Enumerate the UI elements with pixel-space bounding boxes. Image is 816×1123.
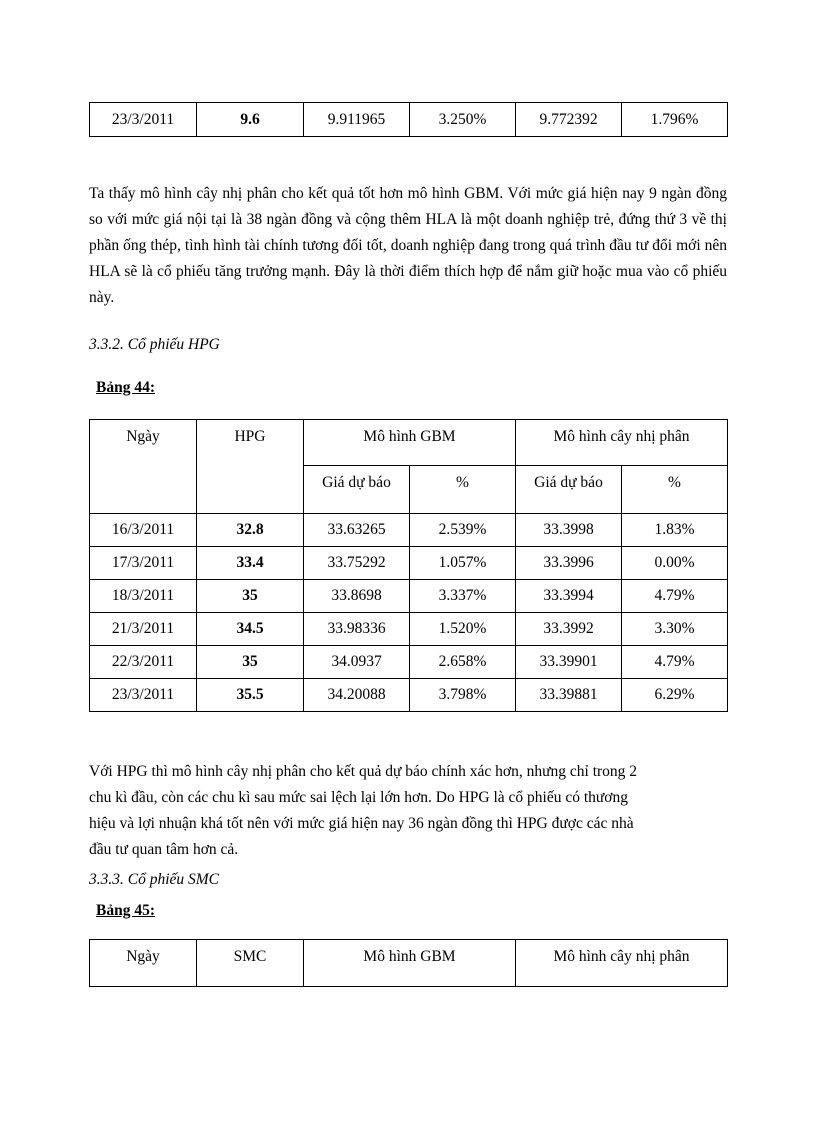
cell-gbm-forecast: 34.20088 (304, 679, 410, 712)
table-row (90, 103, 728, 137)
cell-binomial-forecast: 9.772392 (516, 103, 622, 137)
cell-binomial-forecast: 33.39901 (516, 646, 622, 679)
cell-binomial-percent: 0.00% (622, 547, 728, 580)
cell-price: 35 (197, 580, 304, 613)
cell-binomial-percent: 6.29% (622, 679, 728, 712)
cell-date: 21/3/2011 (90, 613, 197, 646)
header-date: Ngày (90, 420, 197, 514)
cell-binomial-forecast: 33.3992 (516, 613, 622, 646)
table-45-label: Bảng 45: (96, 902, 155, 919)
cell-binomial-percent: 3.30% (622, 613, 728, 646)
cell-gbm-percent: 3.798% (410, 679, 516, 712)
table-44-label: Bảng 44: (96, 379, 155, 396)
table-43-fragment (89, 102, 728, 137)
cell-gbm-percent: 1.520% (410, 613, 516, 646)
cell-gbm-forecast: 34.0937 (304, 646, 410, 679)
cell-gbm-forecast: 33.98336 (304, 613, 410, 646)
cell-binomial-percent: 4.79% (622, 580, 728, 613)
cell-gbm-percent: 1.057% (410, 547, 516, 580)
cell-date: 23/3/2011 (90, 103, 197, 137)
subheader-binomial-forecast: Giá dự báo (516, 466, 622, 514)
cell-gbm-percent: 3.337% (410, 580, 516, 613)
header-gbm: Mô hình GBM (304, 940, 516, 987)
paragraph-line: chu kì đầu, còn các chu kì sau mức sai lệch lại lớn hơn. Do HPG là cổ phiếu có thương (89, 789, 628, 806)
cell-gbm-forecast: 33.63265 (304, 514, 410, 547)
cell-price: 32.8 (197, 514, 304, 547)
paragraph-line: Với HPG thì mô hình cây nhị phân cho kết quả dự báo chính xác hơn, nhưng chỉ trong 2 (89, 763, 638, 780)
header-ticker: HPG (197, 420, 304, 514)
cell-binomial-forecast: 33.3994 (516, 580, 622, 613)
cell-binomial-forecast: 33.39881 (516, 679, 622, 712)
cell-gbm-forecast: 33.8698 (304, 580, 410, 613)
cell-gbm-percent: 3.250% (410, 103, 516, 137)
cell-date: 17/3/2011 (90, 547, 197, 580)
cell-gbm-forecast: 9.911965 (304, 103, 410, 137)
subheader-binomial-percent: % (622, 466, 728, 514)
paragraph-hpg-conclusion (89, 759, 727, 863)
header-date: Ngày (90, 940, 197, 987)
section-heading-smc: 3.3.3. Cổ phiếu SMC (89, 871, 220, 888)
cell-gbm-forecast: 33.75292 (304, 547, 410, 580)
cell-date: 23/3/2011 (90, 679, 197, 712)
cell-binomial-forecast: 33.3998 (516, 514, 622, 547)
header-binomial: Mô hình cây nhị phân (516, 940, 728, 987)
table-row (90, 679, 728, 712)
subheader-gbm-forecast: Giá dự báo (304, 466, 410, 514)
cell-binomial-forecast: 33.3996 (516, 547, 622, 580)
cell-price: 35.5 (197, 679, 304, 712)
table-row (90, 646, 728, 679)
cell-date: 22/3/2011 (90, 646, 197, 679)
cell-binomial-percent: 4.79% (622, 646, 728, 679)
subheader-gbm-percent: % (410, 466, 516, 514)
cell-price: 9.6 (197, 103, 304, 137)
cell-gbm-percent: 2.539% (410, 514, 516, 547)
header-binomial: Mô hình cây nhị phân (516, 420, 728, 466)
cell-binomial-percent: 1.83% (622, 514, 728, 547)
cell-price: 35 (197, 646, 304, 679)
table-row (90, 514, 728, 547)
paragraph-hla-conclusion: Ta thấy mô hình cây nhị phân cho kết quả tốt hơn mô hình GBM. Với mức giá hiện nay 9 ngàn đồng so với mức giá nội tại là 38 ngàn đồng và cộng thêm HLA là một doanh nghiệp trẻ, đứng thứ 3 về thị phần ống thép, tình hình tài chính tương đối tốt, doanh nghiệp đang trong quá trình đầu tư đổi mới nên HLA sẽ là cổ phiếu tăng trưởng mạnh. Đây là thời điểm thích hợp để nắm giữ hoặc mua vào cổ phiếu này. (89, 185, 727, 306)
cell-price: 33.4 (197, 547, 304, 580)
section-heading-hpg: 3.3.2. Cổ phiếu HPG (89, 336, 220, 353)
paragraph-line: đầu tư quan tâm hơn cả. (89, 841, 239, 858)
table-45 (89, 939, 728, 987)
paragraph-line: hiệu và lợi nhuận khá tốt nên với mức giá hiện nay 36 ngàn đồng thì HPG được các nhà (89, 815, 634, 832)
cell-date: 16/3/2011 (90, 514, 197, 547)
cell-date: 18/3/2011 (90, 580, 197, 613)
cell-binomial-percent: 1.796% (622, 103, 728, 137)
table-header-row (90, 420, 728, 466)
table-44 (89, 419, 728, 712)
cell-price: 34.5 (197, 613, 304, 646)
table-row (90, 547, 728, 580)
table-row (90, 580, 728, 613)
table-header-row (90, 940, 728, 987)
table-row (90, 613, 728, 646)
cell-gbm-percent: 2.658% (410, 646, 516, 679)
header-gbm: Mô hình GBM (304, 420, 516, 466)
header-ticker: SMC (197, 940, 304, 987)
